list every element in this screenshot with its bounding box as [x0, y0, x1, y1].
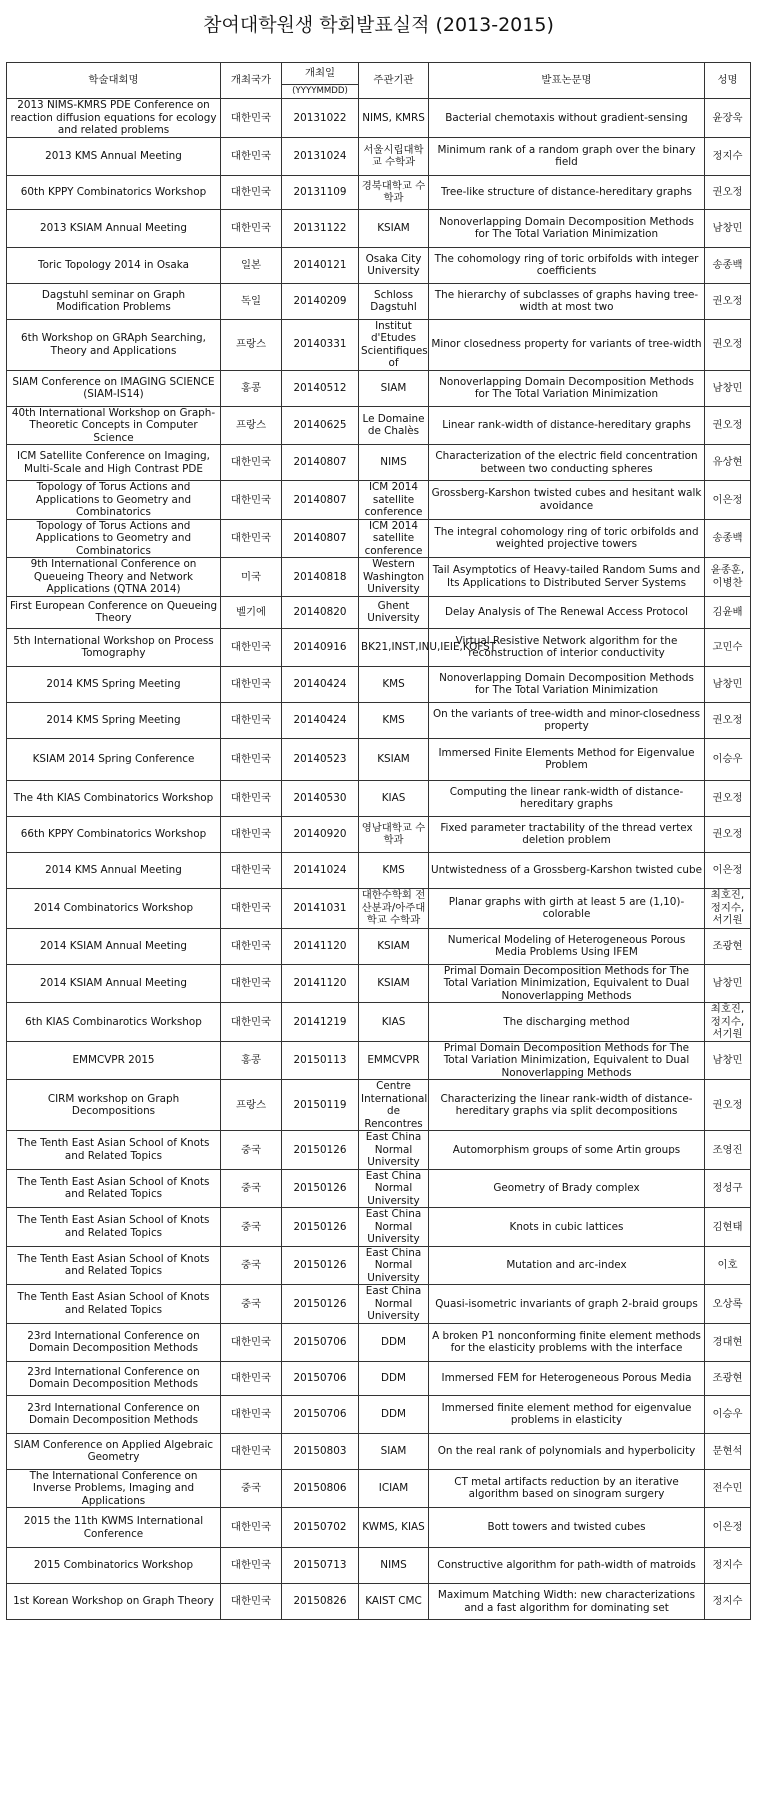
paper-cell: Numerical Modeling of Heterogeneous Porous Media Problems Using IFEM	[429, 928, 705, 964]
paper-cell: The discharging method	[429, 1003, 705, 1042]
name-cell: 이은정	[705, 852, 751, 888]
paper-cell: CT metal artifacts reduction by an iterative algorithm based on sinogram surgery	[429, 1469, 705, 1508]
date-cell: 20150119	[282, 1080, 359, 1131]
paper-cell: Fixed parameter tractability of the thread vertex deletion problem	[429, 816, 705, 852]
conference-cell: 6th Workshop on GRAph Searching, Theory and Applications	[7, 319, 221, 370]
table-row	[7, 1433, 751, 1469]
country-cell: 대한민국	[221, 1361, 282, 1395]
name-cell: 남창민	[705, 964, 751, 1003]
date-cell: 20140530	[282, 780, 359, 816]
table-row	[7, 1246, 751, 1285]
country-cell: 대한민국	[221, 1003, 282, 1042]
table-row	[7, 519, 751, 558]
table-row	[7, 1395, 751, 1433]
date-cell: 20140818	[282, 558, 359, 597]
country-cell: 대한민국	[221, 928, 282, 964]
table-row	[7, 175, 751, 209]
conference-cell: 66th KPPY Combinatorics Workshop	[7, 816, 221, 852]
name-cell: 남창민	[705, 1041, 751, 1080]
header-country: 개최국가	[221, 63, 282, 99]
table-row	[7, 596, 751, 628]
paper-cell: Mutation and arc-index	[429, 1246, 705, 1285]
date-cell: 20150126	[282, 1169, 359, 1208]
name-cell: 권오정	[705, 702, 751, 738]
paper-cell: Nonoverlapping Domain Decomposition Methods for The Total Variation Minimization	[429, 370, 705, 406]
table-row	[7, 209, 751, 247]
table-row	[7, 1285, 751, 1324]
name-cell: 남창민	[705, 666, 751, 702]
country-cell: 대한민국	[221, 738, 282, 780]
table-row	[7, 1548, 751, 1584]
table-row	[7, 406, 751, 445]
country-cell: 홍콩	[221, 370, 282, 406]
date-cell: 20150806	[282, 1469, 359, 1508]
country-cell: 대한민국	[221, 209, 282, 247]
paper-cell: Quasi-isometric invariants of graph 2-braid groups	[429, 1285, 705, 1324]
paper-cell: Minor closedness property for variants of tree-width	[429, 319, 705, 370]
conference-cell: The 4th KIAS Combinatorics Workshop	[7, 780, 221, 816]
table-row	[7, 1131, 751, 1170]
conference-cell: 2014 KMS Annual Meeting	[7, 852, 221, 888]
name-cell: 송종백	[705, 519, 751, 558]
conference-cell: 2013 NIMS-KMRS PDE Conference on reaction diffusion equations for ecology and related problems	[7, 99, 221, 138]
conference-cell: 2014 KMS Spring Meeting	[7, 666, 221, 702]
host-cell: Le Domaine de Chalès	[359, 406, 429, 445]
table-row	[7, 1469, 751, 1508]
name-cell: 정지수	[705, 137, 751, 175]
table-row	[7, 558, 751, 597]
paper-cell: On the variants of tree-width and minor-closedness property	[429, 702, 705, 738]
country-cell: 대한민국	[221, 137, 282, 175]
country-cell: 일본	[221, 247, 282, 283]
table-row	[7, 1041, 751, 1080]
country-cell: 대한민국	[221, 1323, 282, 1361]
name-cell: 이은정	[705, 481, 751, 520]
conference-cell: The International Conference on Inverse Problems, Imaging and Applications	[7, 1469, 221, 1508]
paper-cell: Virtual Resistive Network algorithm for the reconstruction of interior conductivity	[429, 628, 705, 666]
conference-cell: First European Conference on Queueing Theory	[7, 596, 221, 628]
conference-cell: EMMCVPR 2015	[7, 1041, 221, 1080]
table-row	[7, 283, 751, 319]
country-cell: 중국	[221, 1169, 282, 1208]
date-cell: 20140424	[282, 666, 359, 702]
host-cell: DDM	[359, 1395, 429, 1433]
host-cell: KSIAM	[359, 928, 429, 964]
host-cell: East China Normal University	[359, 1285, 429, 1324]
name-cell: 윤장욱	[705, 99, 751, 138]
country-cell: 독일	[221, 283, 282, 319]
date-cell: 20150126	[282, 1131, 359, 1170]
name-cell: 이은정	[705, 1508, 751, 1548]
date-cell: 20141120	[282, 964, 359, 1003]
host-cell: 서울시립대학교 수학과	[359, 137, 429, 175]
conference-cell: Topology of Torus Actions and Applications to Geometry and Combinatorics	[7, 481, 221, 520]
country-cell: 중국	[221, 1246, 282, 1285]
country-cell: 홍콩	[221, 1041, 282, 1080]
date-cell: 20141031	[282, 888, 359, 928]
name-cell: 권오정	[705, 406, 751, 445]
paper-cell: Untwistedness of a Grossberg-Karshon twisted cube	[429, 852, 705, 888]
country-cell: 벨기에	[221, 596, 282, 628]
paper-cell: Primal Domain Decomposition Methods for The Total Variation Minimization, Equivalent to Dual Nonoverlapping Methods	[429, 1041, 705, 1080]
host-cell: 경북대학교 수학과	[359, 175, 429, 209]
table-row	[7, 816, 751, 852]
host-cell: 영남대학교 수학과	[359, 816, 429, 852]
country-cell: 프랑스	[221, 406, 282, 445]
host-cell: EMMCVPR	[359, 1041, 429, 1080]
date-cell: 20140807	[282, 481, 359, 520]
host-cell: East China Normal University	[359, 1246, 429, 1285]
date-cell: 20131022	[282, 99, 359, 138]
paper-cell: Characterizing the linear rank-width of distance-hereditary graphs via split decompositions	[429, 1080, 705, 1131]
country-cell: 대한민국	[221, 99, 282, 138]
date-cell: 20140916	[282, 628, 359, 666]
country-cell: 대한민국	[221, 852, 282, 888]
name-cell: 권오정	[705, 1080, 751, 1131]
page-title: 참여대학원생 학회발표실적 (2013-2015)	[203, 14, 554, 36]
host-cell: NIMS	[359, 1548, 429, 1584]
conference-cell: 23rd International Conference on Domain Decomposition Methods	[7, 1361, 221, 1395]
country-cell: 중국	[221, 1285, 282, 1324]
country-cell: 대한민국	[221, 445, 282, 481]
host-cell: 대한수학회 전산분과/아주대학교 수학과	[359, 888, 429, 928]
host-cell: ICM 2014 satellite conference	[359, 519, 429, 558]
host-cell: ICIAM	[359, 1469, 429, 1508]
date-cell: 20140820	[282, 596, 359, 628]
conference-cell: 2014 KMS Spring Meeting	[7, 702, 221, 738]
country-cell: 대한민국	[221, 1395, 282, 1433]
date-cell: 20141024	[282, 852, 359, 888]
table-row	[7, 99, 751, 138]
host-cell: KSIAM	[359, 209, 429, 247]
table-row	[7, 1003, 751, 1042]
name-cell: 유상현	[705, 445, 751, 481]
table-row	[7, 852, 751, 888]
name-cell: 윤종훈,이병찬	[705, 558, 751, 597]
date-cell: 20140331	[282, 319, 359, 370]
conference-cell: 6th KIAS Combinarotics Workshop	[7, 1003, 221, 1042]
header-conference: 학술대회명	[7, 63, 221, 99]
name-cell: 권오정	[705, 319, 751, 370]
paper-cell: A broken P1 nonconforming finite element methods for the elasticity problems with the interface	[429, 1323, 705, 1361]
paper-cell: Linear rank-width of distance-hereditary graphs	[429, 406, 705, 445]
table-row	[7, 702, 751, 738]
paper-cell: On the real rank of polynomials and hyperbolicity	[429, 1433, 705, 1469]
date-cell: 20141120	[282, 928, 359, 964]
name-cell: 이승우	[705, 1395, 751, 1433]
paper-cell: Automorphism groups of some Artin groups	[429, 1131, 705, 1170]
host-cell: KWMS, KIAS	[359, 1508, 429, 1548]
date-cell: 20131122	[282, 209, 359, 247]
table-row	[7, 666, 751, 702]
conference-cell: 2015 the 11th KWMS International Conference	[7, 1508, 221, 1548]
date-cell: 20150706	[282, 1395, 359, 1433]
host-cell: Centre International de Rencontres	[359, 1080, 429, 1131]
date-cell: 20140209	[282, 283, 359, 319]
country-cell: 대한민국	[221, 481, 282, 520]
host-cell: Osaka City University	[359, 247, 429, 283]
country-cell: 대한민국	[221, 1433, 282, 1469]
paper-cell: Geometry of Brady complex	[429, 1169, 705, 1208]
date-cell: 20140523	[282, 738, 359, 780]
conference-cell: 5th International Workshop on Process Tomography	[7, 628, 221, 666]
conference-cell: Topology of Torus Actions and Applications to Geometry and Combinatorics	[7, 519, 221, 558]
header-name: 성명	[705, 63, 751, 99]
paper-cell: Constructive algorithm for path-width of matroids	[429, 1548, 705, 1584]
name-cell: 정지수	[705, 1548, 751, 1584]
paper-cell: Characterization of the electric field concentration between two conducting spheres	[429, 445, 705, 481]
date-cell: 20140920	[282, 816, 359, 852]
table-row	[7, 964, 751, 1003]
date-cell: 20150826	[282, 1584, 359, 1620]
host-cell: KMS	[359, 702, 429, 738]
host-cell: DDM	[359, 1361, 429, 1395]
host-cell: DDM	[359, 1323, 429, 1361]
conference-cell: 2014 Combinatorics Workshop	[7, 888, 221, 928]
paper-cell: Minimum rank of a random graph over the binary field	[429, 137, 705, 175]
conference-cell: The Tenth East Asian School of Knots and Related Topics	[7, 1208, 221, 1247]
paper-cell: Primal Domain Decomposition Methods for The Total Variation Minimization, Equivalent to Dual Nonoverlapping Methods	[429, 964, 705, 1003]
paper-cell: Tail Asymptotics of Heavy-tailed Random Sums and Its Applications to Distributed Server Systems	[429, 558, 705, 597]
country-cell: 대한민국	[221, 816, 282, 852]
header-paper: 발표논문명	[429, 63, 705, 99]
country-cell: 대한민국	[221, 175, 282, 209]
paper-cell: Tree-like structure of distance-hereditary graphs	[429, 175, 705, 209]
table-row	[7, 319, 751, 370]
table-row	[7, 1361, 751, 1395]
host-cell: KAIST CMC	[359, 1584, 429, 1620]
host-cell: KIAS	[359, 780, 429, 816]
conference-cell: SIAM Conference on IMAGING SCIENCE (SIAM-IS14)	[7, 370, 221, 406]
country-cell: 프랑스	[221, 319, 282, 370]
country-cell: 중국	[221, 1208, 282, 1247]
paper-cell: Computing the linear rank-width of distance-hereditary graphs	[429, 780, 705, 816]
name-cell: 전수민	[705, 1469, 751, 1508]
name-cell: 남창민	[705, 370, 751, 406]
conference-cell: 2014 KSIAM Annual Meeting	[7, 928, 221, 964]
table-row	[7, 370, 751, 406]
date-cell: 20150702	[282, 1508, 359, 1548]
date-cell: 20140512	[282, 370, 359, 406]
name-cell: 오상록	[705, 1285, 751, 1324]
date-cell: 20150706	[282, 1323, 359, 1361]
paper-cell: Maximum Matching Width: new characterizations and a fast algorithm for dominating set	[429, 1584, 705, 1620]
paper-cell: Immersed finite element method for eigenvalue problems in elasticity	[429, 1395, 705, 1433]
paper-cell: Nonoverlapping Domain Decomposition Methods for The Total Variation Minimization	[429, 666, 705, 702]
date-cell: 20141219	[282, 1003, 359, 1042]
date-cell: 20140625	[282, 406, 359, 445]
date-cell: 20140121	[282, 247, 359, 283]
table-body	[7, 99, 751, 1620]
conference-cell: 9th International Conference on Queueing Theory and Network Applications (QTNA 2014)	[7, 558, 221, 597]
host-cell: SIAM	[359, 370, 429, 406]
country-cell: 대한민국	[221, 519, 282, 558]
host-cell: East China Normal University	[359, 1169, 429, 1208]
name-cell: 경대현	[705, 1323, 751, 1361]
name-cell: 조광현	[705, 1361, 751, 1395]
host-cell: KMS	[359, 852, 429, 888]
name-cell: 최호진,정지수,서기원	[705, 888, 751, 928]
name-cell: 조영진	[705, 1131, 751, 1170]
table-row	[7, 137, 751, 175]
table-row	[7, 1169, 751, 1208]
date-cell: 20150713	[282, 1548, 359, 1584]
paper-cell: The hierarchy of subclasses of graphs having tree-width at most two	[429, 283, 705, 319]
conference-cell: 2013 KSIAM Annual Meeting	[7, 209, 221, 247]
conference-cell: The Tenth East Asian School of Knots and Related Topics	[7, 1131, 221, 1170]
date-cell: 20140807	[282, 445, 359, 481]
name-cell: 고민수	[705, 628, 751, 666]
table-row	[7, 481, 751, 520]
header-date-format: (YYYYMMDD)	[282, 85, 359, 99]
table-row	[7, 445, 751, 481]
name-cell: 송종백	[705, 247, 751, 283]
country-cell: 대한민국	[221, 888, 282, 928]
name-cell: 김현태	[705, 1208, 751, 1247]
conference-cell: 2014 KSIAM Annual Meeting	[7, 964, 221, 1003]
name-cell: 남창민	[705, 209, 751, 247]
host-cell: East China Normal University	[359, 1131, 429, 1170]
host-cell: Schloss Dagstuhl	[359, 283, 429, 319]
paper-cell: Nonoverlapping Domain Decomposition Methods for The Total Variation Minimization	[429, 209, 705, 247]
paper-cell: The integral cohomology ring of toric orbifolds and weighted projective towers	[429, 519, 705, 558]
host-cell: NIMS, KMRS	[359, 99, 429, 138]
date-cell: 20150706	[282, 1361, 359, 1395]
name-cell: 권오정	[705, 780, 751, 816]
paper-cell: Bott towers and twisted cubes	[429, 1508, 705, 1548]
table-row	[7, 1080, 751, 1131]
name-cell: 조광현	[705, 928, 751, 964]
name-cell: 문현석	[705, 1433, 751, 1469]
name-cell: 권오정	[705, 816, 751, 852]
conference-cell: The Tenth East Asian School of Knots and Related Topics	[7, 1285, 221, 1324]
paper-cell: Delay Analysis of The Renewal Access Protocol	[429, 596, 705, 628]
name-cell: 권오정	[705, 175, 751, 209]
country-cell: 대한민국	[221, 1508, 282, 1548]
conference-cell: SIAM Conference on Applied Algebraic Geometry	[7, 1433, 221, 1469]
conference-cell: 40th International Workshop on Graph-Theoretic Concepts in Computer Science	[7, 406, 221, 445]
header-host: 주관기관	[359, 63, 429, 99]
table-row	[7, 1584, 751, 1620]
country-cell: 대한민국	[221, 702, 282, 738]
date-cell: 20140424	[282, 702, 359, 738]
host-cell: KMS	[359, 666, 429, 702]
conference-cell: The Tenth East Asian School of Knots and Related Topics	[7, 1169, 221, 1208]
conference-cell: Toric Topology 2014 in Osaka	[7, 247, 221, 283]
table-row	[7, 1508, 751, 1548]
conference-cell: 1st Korean Workshop on Graph Theory	[7, 1584, 221, 1620]
host-cell: KSIAM	[359, 738, 429, 780]
conference-cell: 23rd International Conference on Domain Decomposition Methods	[7, 1323, 221, 1361]
conference-cell: ICM Satellite Conference on Imaging, Multi-Scale and High Contrast PDE	[7, 445, 221, 481]
date-cell: 20131109	[282, 175, 359, 209]
table-row	[7, 928, 751, 964]
host-cell: KIAS	[359, 1003, 429, 1042]
host-cell: NIMS	[359, 445, 429, 481]
name-cell: 정성구	[705, 1169, 751, 1208]
date-cell: 20150126	[282, 1208, 359, 1247]
host-cell: ICM 2014 satellite conference	[359, 481, 429, 520]
conference-cell: The Tenth East Asian School of Knots and Related Topics	[7, 1246, 221, 1285]
paper-cell: The cohomology ring of toric orbifolds with integer coefficients	[429, 247, 705, 283]
header-date: 개최일	[282, 63, 359, 85]
host-cell: Institut d'Etudes Scientifiques of	[359, 319, 429, 370]
table-row	[7, 738, 751, 780]
paper-cell: Bacterial chemotaxis without gradient-sensing	[429, 99, 705, 138]
country-cell: 대한민국	[221, 780, 282, 816]
country-cell: 대한민국	[221, 1584, 282, 1620]
country-cell: 프랑스	[221, 1080, 282, 1131]
date-cell: 20150126	[282, 1246, 359, 1285]
country-cell: 미국	[221, 558, 282, 597]
name-cell: 이호	[705, 1246, 751, 1285]
conference-cell: CIRM workshop on Graph Decompositions	[7, 1080, 221, 1131]
paper-cell: Immersed Finite Elements Method for Eigenvalue Problem	[429, 738, 705, 780]
paper-cell: Immersed FEM for Heterogeneous Porous Media	[429, 1361, 705, 1395]
conference-cell: 2013 KMS Annual Meeting	[7, 137, 221, 175]
country-cell: 대한민국	[221, 964, 282, 1003]
country-cell: 중국	[221, 1131, 282, 1170]
host-cell: East China Normal University	[359, 1208, 429, 1247]
table-row	[7, 888, 751, 928]
conference-cell: 23rd International Conference on Domain Decomposition Methods	[7, 1395, 221, 1433]
table-row	[7, 628, 751, 666]
table-row	[7, 247, 751, 283]
table-row	[7, 1323, 751, 1361]
date-cell: 20140807	[282, 519, 359, 558]
name-cell: 권오정	[705, 283, 751, 319]
date-cell: 20150113	[282, 1041, 359, 1080]
country-cell: 대한민국	[221, 666, 282, 702]
paper-cell: Grossberg-Karshon twisted cubes and hesitant walk avoidance	[429, 481, 705, 520]
country-cell: 대한민국	[221, 1548, 282, 1584]
name-cell: 김윤배	[705, 596, 751, 628]
date-cell: 20150126	[282, 1285, 359, 1324]
name-cell: 정지수	[705, 1584, 751, 1620]
presentation-table	[6, 62, 751, 1620]
host-cell: KSIAM	[359, 964, 429, 1003]
conference-cell: KSIAM 2014 Spring Conference	[7, 738, 221, 780]
table-row	[7, 780, 751, 816]
table-row	[7, 1208, 751, 1247]
host-cell: Western Washington University	[359, 558, 429, 597]
host-cell: Ghent University	[359, 596, 429, 628]
country-cell: 대한민국	[221, 628, 282, 666]
date-cell: 20131024	[282, 137, 359, 175]
conference-cell: 60th KPPY Combinatorics Workshop	[7, 175, 221, 209]
paper-cell: Planar graphs with girth at least 5 are (1,10)-colorable	[429, 888, 705, 928]
name-cell: 최호진,정지수,서기원	[705, 1003, 751, 1042]
country-cell: 중국	[221, 1469, 282, 1508]
name-cell: 이승우	[705, 738, 751, 780]
conference-cell: 2015 Combinatorics Workshop	[7, 1548, 221, 1584]
host-cell: BK21,INST,INU,IEIE,KOFST	[359, 628, 429, 666]
date-cell: 20150803	[282, 1433, 359, 1469]
host-cell: SIAM	[359, 1433, 429, 1469]
conference-cell: Dagstuhl seminar on Graph Modification Problems	[7, 283, 221, 319]
paper-cell: Knots in cubic lattices	[429, 1208, 705, 1247]
